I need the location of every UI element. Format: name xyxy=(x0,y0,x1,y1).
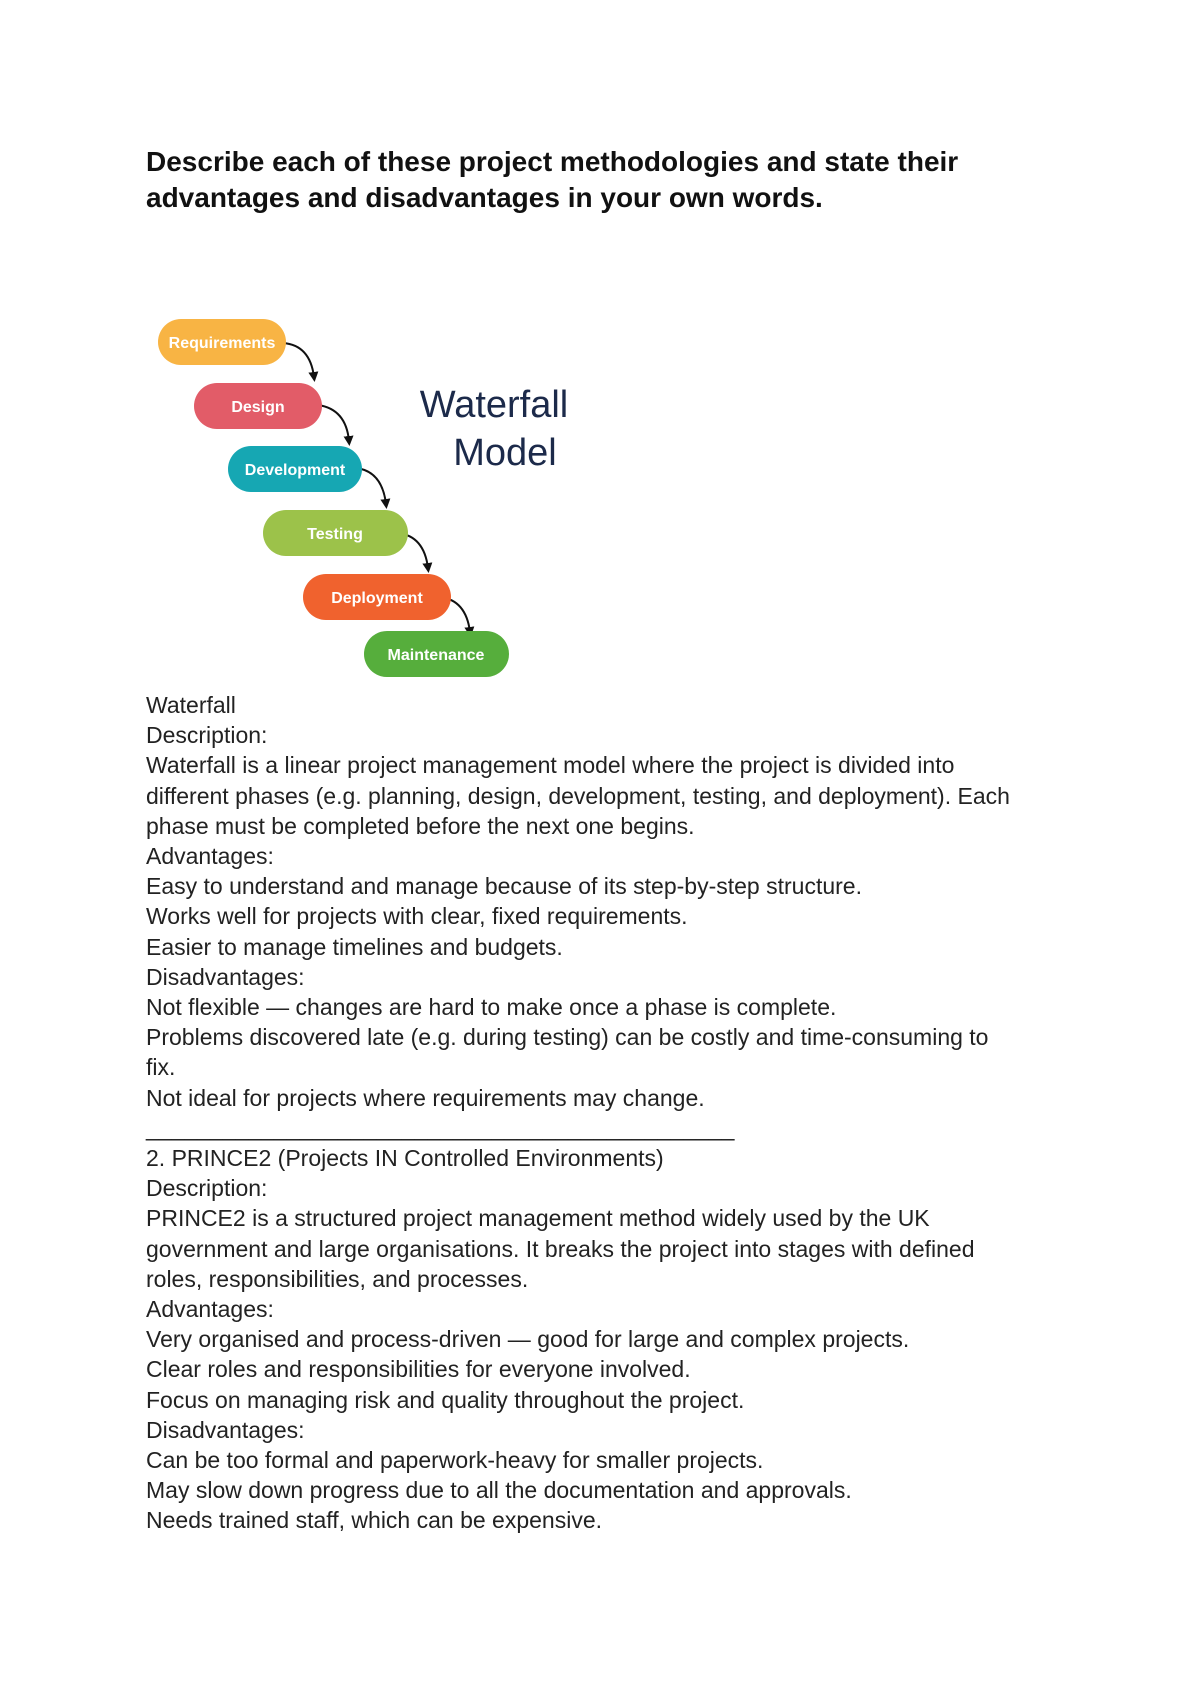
advantage-item: Easier to manage timelines and budgets. xyxy=(146,933,563,960)
advantage-item: Focus on managing risk and quality throughout the project. xyxy=(146,1386,745,1413)
advantage-item: Clear roles and responsibilities for everyone involved. xyxy=(146,1356,691,1383)
disadvantages-label: Disadvantages: xyxy=(146,963,305,990)
diagram-title-line1: Waterfall xyxy=(419,384,569,426)
disadvantage-item: fix. xyxy=(146,1054,176,1081)
step-development xyxy=(228,446,362,492)
advantages-label: Advantages: xyxy=(146,843,274,870)
description-line: roles, responsibilities, and processes. xyxy=(146,1265,529,1292)
advantage-item: Easy to understand and manage because of its step-by-step structure. xyxy=(146,873,862,900)
section-separator: ______________________________________________ xyxy=(146,1114,735,1141)
description-label: Description: xyxy=(146,722,268,749)
step-label: Development xyxy=(244,462,346,479)
waterfall-diagram xyxy=(150,305,600,685)
disadvantage-item: Not ideal for projects where requirements may change. xyxy=(146,1084,705,1111)
description-line: phase must be completed before the next one begins. xyxy=(146,812,695,839)
advantages-label: Advantages: xyxy=(146,1296,274,1323)
advantage-item: Very organised and process-driven — good for large and complex projects. xyxy=(146,1326,910,1353)
arrow-1 xyxy=(283,343,314,377)
step-maintenance xyxy=(364,631,509,677)
description-label: Description: xyxy=(146,1175,268,1202)
disadvantage-item: May slow down progress due to all the documentation and approvals. xyxy=(146,1477,852,1504)
section-title-waterfall: Waterfall xyxy=(146,692,236,718)
step-label: Maintenance xyxy=(387,647,485,664)
disadvantage-item: Problems discovered late (e.g. during testing) can be costly and time-consuming to xyxy=(146,1024,989,1051)
diagram-title-line2: Model xyxy=(453,432,557,474)
section-title-prince2: 2. PRINCE2 (Projects IN Controlled Environments) xyxy=(146,1145,664,1172)
step-label: Deployment xyxy=(331,590,423,607)
description-line: Waterfall is a linear project management model where the project is divided into xyxy=(146,752,955,779)
description-line: PRINCE2 is a structured project management method widely used by the UK xyxy=(146,1205,930,1232)
step-testing xyxy=(263,510,408,556)
step-label: Requirements xyxy=(168,335,276,352)
description-line: government and large organisations. It breaks the project into stages with defined xyxy=(146,1235,975,1262)
advantage-item: Works well for projects with clear, fixed requirements. xyxy=(146,903,688,930)
step-label: Design xyxy=(231,399,285,416)
disadvantages-label: Disadvantages: xyxy=(146,1416,305,1443)
step-requirements xyxy=(158,319,286,365)
step-label: Testing xyxy=(307,526,363,543)
disadvantage-item: Not flexible — changes are hard to make once a phase is complete. xyxy=(146,994,837,1021)
description-line: different phases (e.g. planning, design, development, testing, and deployment). Each xyxy=(146,782,1010,809)
step-deployment xyxy=(303,574,451,620)
waterfall-diagram-svg xyxy=(150,305,600,685)
assignment-heading: Describe each of these project methodologies and state their advantages and disadvantages in your own words. xyxy=(146,146,959,213)
disadvantage-item: Can be too formal and paperwork-heavy for smaller projects. xyxy=(146,1447,764,1474)
document-body xyxy=(146,690,1086,1536)
step-design xyxy=(194,383,322,429)
arrow-2 xyxy=(318,405,349,441)
disadvantage-item: Needs trained staff, which can be expensive. xyxy=(146,1507,603,1534)
